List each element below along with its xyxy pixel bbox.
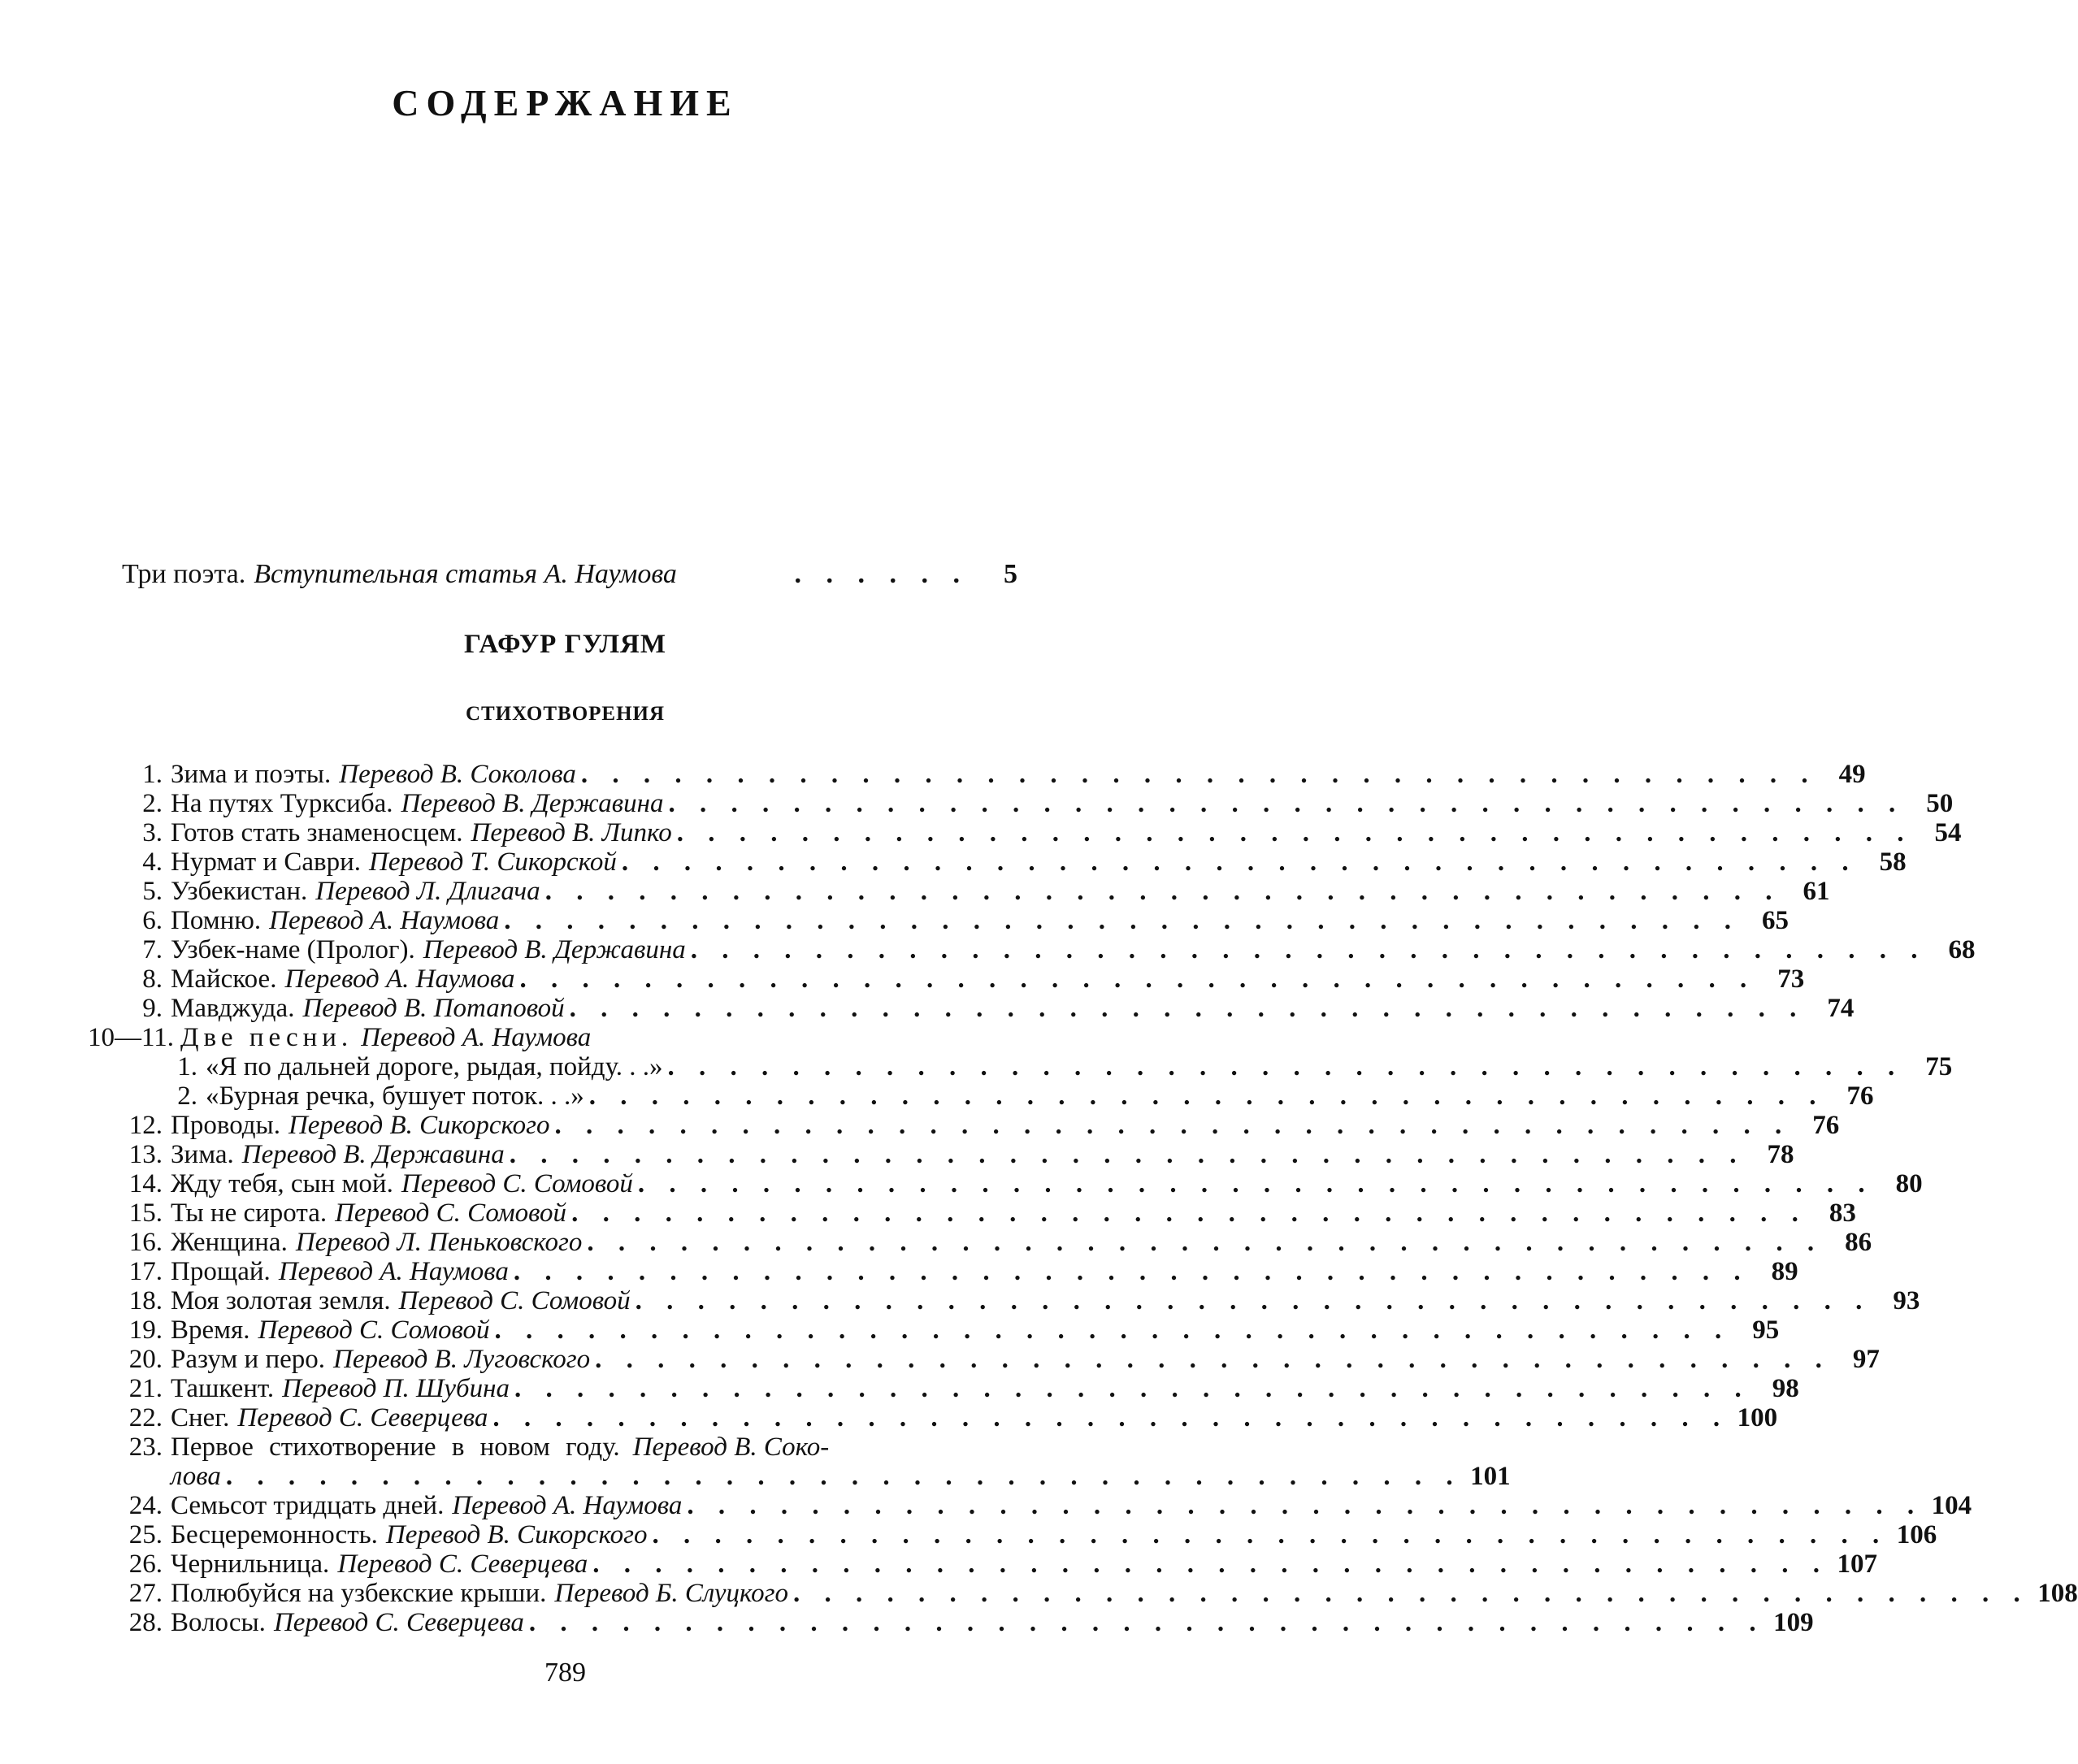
entry-title: Моя золотая земля. — [171, 1286, 391, 1315]
entry-translator: Перевод С. Сомовой — [398, 1286, 631, 1315]
entry-title: Снег. — [171, 1403, 230, 1432]
leader-dots: . . . . . . . . . . . . . . . . . . . . . . . . . . . . . . . . . . . . . . . . — [492, 1403, 1729, 1432]
entry-number: 1. — [142, 760, 163, 789]
toc-subentry — [114, 1052, 1953, 1081]
entry-number: 18. — [128, 1286, 163, 1315]
entry-number: 26. — [128, 1549, 163, 1579]
leader-dots: . . . . . . . . . . . . . . . . . . . . . . . . . . . . . . . . . . . . . . . . — [587, 1228, 1824, 1257]
entry-title: Жду тебя, сын мой. — [171, 1169, 393, 1198]
toc-entry — [114, 1491, 1972, 1520]
entry-translator: Перевод А. Наумова — [452, 1491, 683, 1520]
toc-entry — [114, 1140, 1794, 1169]
toc-entry — [114, 1169, 1923, 1198]
entry-page: 50 — [1926, 789, 1954, 818]
toc-entry-continuation — [114, 1462, 1511, 1491]
entry-translator: Перевод Т. Сикорской — [369, 847, 617, 877]
entry-title: Зима. — [171, 1140, 234, 1169]
entry-translator: Перевод Б. Слуцкого — [554, 1579, 789, 1608]
toc-entry — [114, 847, 1907, 877]
entry-number: 3. — [142, 818, 163, 847]
leader-dots: . . . . . . . . . . . . . . . . . . . . . . . . . . . . . . . . . . . . . . . . — [592, 1549, 1829, 1579]
toc-entry — [114, 906, 1789, 935]
entry-number: 24. — [128, 1491, 163, 1520]
entry-page: 65 — [1761, 906, 1789, 935]
toc-entry — [114, 1111, 1840, 1140]
entry-translator: Перевод В. Державина — [401, 789, 664, 818]
entry-title: Зима и поэты. — [171, 760, 332, 789]
toc-entry — [114, 1403, 1778, 1432]
intro-title: Три поэта. — [122, 559, 246, 589]
leader-dots: . . . . . . . . . . . . . . . . . . . . . . . . . . . . . . . . . . . . . . . . — [494, 1315, 1731, 1345]
entry-title: Полюбуйся на узбекские крыши. — [171, 1579, 547, 1608]
leader-dots: . . . . . . . . . . . . . . . . . . . . . . . . . . . . . . . . . . . . . . . . — [652, 1520, 1889, 1549]
leader-dots: . . . . . . . . . . . . . . . . . . . . . . . . . . . . . . . . . . . . . . . . — [509, 1140, 1746, 1169]
entry-page: 75 — [1925, 1052, 1953, 1081]
entry-translator: Перевод В. Державина — [423, 935, 686, 964]
entry-number: 6. — [142, 906, 163, 935]
entry-page: 54 — [1934, 818, 1962, 847]
toc-entry — [114, 789, 1954, 818]
leader-dots: . . . . . . . . . . . . . . . . . . . . . . . . . . . . . . . . . . . . . . . . — [528, 1608, 1765, 1637]
entry-number: 19. — [128, 1315, 163, 1345]
entry-page: 89 — [1771, 1257, 1798, 1286]
author-heading: ГАФУР ГУЛЯМ — [463, 630, 667, 659]
entry-page: 100 — [1737, 1403, 1778, 1432]
entry-number: 10—11. — [88, 1023, 175, 1052]
entry-number: 21. — [128, 1374, 163, 1403]
entry-page: 73 — [1777, 964, 1805, 994]
entry-title: Нурмат и Саври. — [171, 847, 362, 877]
entry-number: 1. — [177, 1052, 197, 1081]
toc-entry — [114, 1345, 1880, 1374]
entry-title: Узбек-наме (Пролог). — [171, 935, 415, 964]
entry-title: Две песни. — [180, 1023, 354, 1052]
entry-translator: Перевод В. Державина — [241, 1140, 505, 1169]
entry-translator: Перевод А. Наумова — [278, 1257, 509, 1286]
leader-dots: . . . . . . . . . . . . . . . . . . . . . . . . . . . . . . . . . . . . . . . . — [544, 877, 1781, 906]
entry-number: 7. — [142, 935, 163, 964]
leader-dots: . . . . . . . . . . . . . . . . . . . . . . . . . . . . . . . . . . . . . . . . — [676, 818, 1913, 847]
page-title: СОДЕРЖАНИЕ — [392, 82, 739, 124]
toc-list — [88, 760, 2078, 1637]
entry-page: 104 — [1931, 1491, 1972, 1520]
entry-title: Проводы. — [171, 1111, 280, 1140]
entry-title: Время. — [171, 1315, 250, 1345]
toc-entry — [114, 935, 1976, 964]
entry-page: 109 — [1773, 1608, 1814, 1637]
toc-entry — [88, 1023, 1017, 1052]
entry-page: 80 — [1895, 1169, 1923, 1198]
entry-number: 27. — [128, 1579, 163, 1608]
entry-title: Женщина. — [171, 1228, 288, 1257]
entry-translator: Перевод Л. Длигача — [315, 877, 540, 906]
toc-entry — [114, 1374, 1799, 1403]
intro-subtitle: Вступительная статья А. Наумова — [254, 559, 677, 589]
entry-translator: Перевод Л. Пеньковского — [295, 1228, 583, 1257]
entry-translator: Перевод А. Наумова — [361, 1023, 592, 1052]
entry-title: Разум и перо. — [171, 1345, 326, 1374]
entry-page: 78 — [1767, 1140, 1794, 1169]
entry-number: 16. — [128, 1228, 163, 1257]
page-number: 789 — [544, 1658, 586, 1688]
leader-dots: . . . . . . . . . . . . . . . . . . . . . . . . . . . . . . . . . . . . . . . . — [225, 1462, 1462, 1491]
entry-title: Мавджуда. — [171, 994, 295, 1023]
leader-dots: . . . . . . . . . . . . . . . . . . . . . . . . . . . . . . . . . . . . . . . . — [569, 994, 1806, 1023]
toc-subentry — [114, 1081, 1874, 1111]
entry-title: Семьсот тридцать дней. — [171, 1491, 445, 1520]
entry-title: «Бурная речка, бушует поток. . .» — [206, 1081, 584, 1111]
entry-translator: Перевод С. Северцева — [337, 1549, 588, 1579]
entry-number: 4. — [142, 847, 163, 877]
entry-page: 101 — [1470, 1462, 1511, 1491]
toc-entry — [114, 1198, 1856, 1228]
entry-page: 93 — [1893, 1286, 1920, 1315]
entry-page: 108 — [2037, 1579, 2078, 1608]
entry-translator: Перевод В. Луговского — [333, 1345, 591, 1374]
toc-entry — [114, 1228, 1872, 1257]
toc-entry — [114, 760, 1866, 789]
entry-title: Волосы. — [171, 1608, 266, 1637]
entry-title: «Я по дальней дороге, рыдая, пойду. . .» — [206, 1052, 663, 1081]
toc-entry — [114, 1315, 1780, 1345]
entry-translator: Перевод В. Сикорского — [385, 1520, 648, 1549]
leader-dots: . . . . . . . . . . . . . . . . . . . . . . . . . . . . . . . . . . . . . . . . — [513, 1257, 1750, 1286]
intro-entry — [122, 559, 1017, 590]
entry-translator: Перевод С. Северцева — [273, 1608, 524, 1637]
entry-number: 2. — [142, 789, 163, 818]
intro-dots: . . . . . . — [794, 559, 969, 589]
entry-translator: Перевод В. Соко- — [632, 1432, 830, 1462]
toc-entry — [114, 1608, 1814, 1637]
entry-title: Ты не сирота. — [171, 1198, 328, 1228]
entry-number: 5. — [142, 877, 163, 906]
leader-dots: . . . . . . . . . . . . . . . . . . . . . . . . . . . . . . . . . . . . . . . . — [621, 847, 1858, 877]
entry-page: 106 — [1896, 1520, 1937, 1549]
entry-page: 95 — [1752, 1315, 1780, 1345]
entry-translator: Перевод В. Сикорского — [288, 1111, 550, 1140]
leader-dots: . . . . . . . . . . . . . . . . . . . . . . . . . . . . . . . . . . . . . . . . — [635, 1286, 1872, 1315]
entry-translator: Перевод С. Северцева — [237, 1403, 488, 1432]
toc-entry — [114, 818, 1962, 847]
leader-dots: . . . . . . . . . . . . . . . . . . . . . . . . . . . . . . . . . . . . . . . . — [519, 964, 1756, 994]
entry-page: 107 — [1837, 1549, 1878, 1579]
entry-translator: Перевод В. Липко — [471, 818, 672, 847]
leader-dots: . . . . . . . . . . . . . . . . . . . . . . . . . . . . . . . . . . . . . . . . — [668, 789, 1905, 818]
leader-dots: . . . . . . . . . . . . . . . . . . . . . . . . . . . . . . . . . . . . . . . . — [690, 935, 1927, 964]
entry-translator: Перевод А. Наумова — [284, 964, 515, 994]
entry-title: Прощай. — [171, 1257, 271, 1286]
entry-number: 15. — [128, 1198, 163, 1228]
entry-title: Чернильница. — [171, 1549, 330, 1579]
entry-title: Первое стихотворение в новом году. — [171, 1432, 620, 1462]
entry-number: 2. — [177, 1081, 197, 1111]
entry-page: 49 — [1838, 760, 1866, 789]
toc-entry — [114, 964, 1805, 994]
toc-entry — [114, 1549, 1878, 1579]
toc-entry — [114, 1520, 1937, 1549]
entry-title: Готов стать знаменосцем. — [171, 818, 463, 847]
entry-title: Узбекистан. — [171, 877, 308, 906]
entry-page: 68 — [1948, 935, 1976, 964]
entry-number: 8. — [142, 964, 163, 994]
entry-title: Ташкент. — [171, 1374, 275, 1403]
leader-dots: . . . . . . . . . . . . . . . . . . . . . . . . . . . . . . . . . . . . . . . . — [514, 1374, 1750, 1403]
toc-entry — [114, 877, 1830, 906]
entry-page: 83 — [1829, 1198, 1856, 1228]
entry-page: 76 — [1846, 1081, 1874, 1111]
entry-number: 28. — [128, 1608, 163, 1637]
entry-number: 23. — [128, 1432, 163, 1462]
leader-dots: . . . . . . . . . . . . . . . . . . . . . . . . . . . . . . . . . . . . . . . . — [588, 1081, 1825, 1111]
entry-translator: Перевод С. Сомовой — [401, 1169, 633, 1198]
section-heading: СТИХОТВОРЕНИЯ — [465, 703, 666, 725]
leader-dots: . . . . . . . . . . . . . . . . . . . . . . . . . . . . . . . . . . . . . . . . — [595, 1345, 1831, 1374]
intro-page: 5 — [1004, 559, 1017, 589]
leader-dots: . . . . . . . . . . . . . . . . . . . . . . . . . . . . . . . . . . . . . . . . — [793, 1579, 2029, 1608]
entry-page: 97 — [1852, 1345, 1880, 1374]
entry-title: Майское. — [171, 964, 277, 994]
entry-page: 98 — [1772, 1374, 1799, 1403]
entry-page: 58 — [1879, 847, 1907, 877]
leader-dots: . . . . . . . . . . . . . . . . . . . . . . . . . . . . . . . . . . . . . . . . — [687, 1491, 1924, 1520]
entry-translator: Перевод П. Шубина — [282, 1374, 510, 1403]
entry-title: На путях Турксиба. — [171, 789, 393, 818]
entry-title: Помню. — [171, 906, 262, 935]
entry-page: 61 — [1803, 877, 1830, 906]
entry-translator: Перевод А. Наумова — [269, 906, 500, 935]
entry-number: 22. — [128, 1403, 163, 1432]
toc-entry — [114, 1432, 1017, 1462]
entry-translator: Перевод В. Соколова — [339, 760, 576, 789]
entry-page: 76 — [1812, 1111, 1840, 1140]
leader-dots: . . . . . . . . . . . . . . . . . . . . . . . . . . . . . . . . . . . . . . . . — [571, 1198, 1807, 1228]
toc-entry — [114, 1579, 2078, 1608]
leader-dots: . . . . . . . . . . . . . . . . . . . . . . . . . . . . . . . . . . . . . . . . — [554, 1111, 1791, 1140]
entry-page: 86 — [1845, 1228, 1872, 1257]
entry-title: Бесцеремонность. — [171, 1520, 378, 1549]
entry-number: 14. — [128, 1169, 163, 1198]
toc-entry — [114, 1286, 1920, 1315]
entry-number: 9. — [142, 994, 163, 1023]
entry-number: 12. — [128, 1111, 163, 1140]
leader-dots: . . . . . . . . . . . . . . . . . . . . . . . . . . . . . . . . . . . . . . . . — [667, 1052, 1904, 1081]
toc-entry — [114, 1257, 1798, 1286]
entry-translator: Перевод С. Сомовой — [335, 1198, 567, 1228]
leader-dots: . . . . . . . . . . . . . . . . . . . . . . . . . . . . . . . . . . . . . . . . — [504, 906, 1740, 935]
entry-translator: Перевод С. Сомовой — [258, 1315, 490, 1345]
entry-number: 13. — [128, 1140, 163, 1169]
entry-number: 20. — [128, 1345, 163, 1374]
leader-dots: . . . . . . . . . . . . . . . . . . . . . . . . . . . . . . . . . . . . . . . . — [580, 760, 1817, 789]
entry-number: 17. — [128, 1257, 163, 1286]
entry-number: 25. — [128, 1520, 163, 1549]
toc-entry — [114, 994, 1855, 1023]
leader-dots: . . . . . . . . . . . . . . . . . . . . . . . . . . . . . . . . . . . . . . . . — [637, 1169, 1874, 1198]
entry-translator: лова — [171, 1462, 221, 1491]
entry-translator: Перевод В. Потаповой — [302, 994, 565, 1023]
entry-page: 74 — [1827, 994, 1855, 1023]
